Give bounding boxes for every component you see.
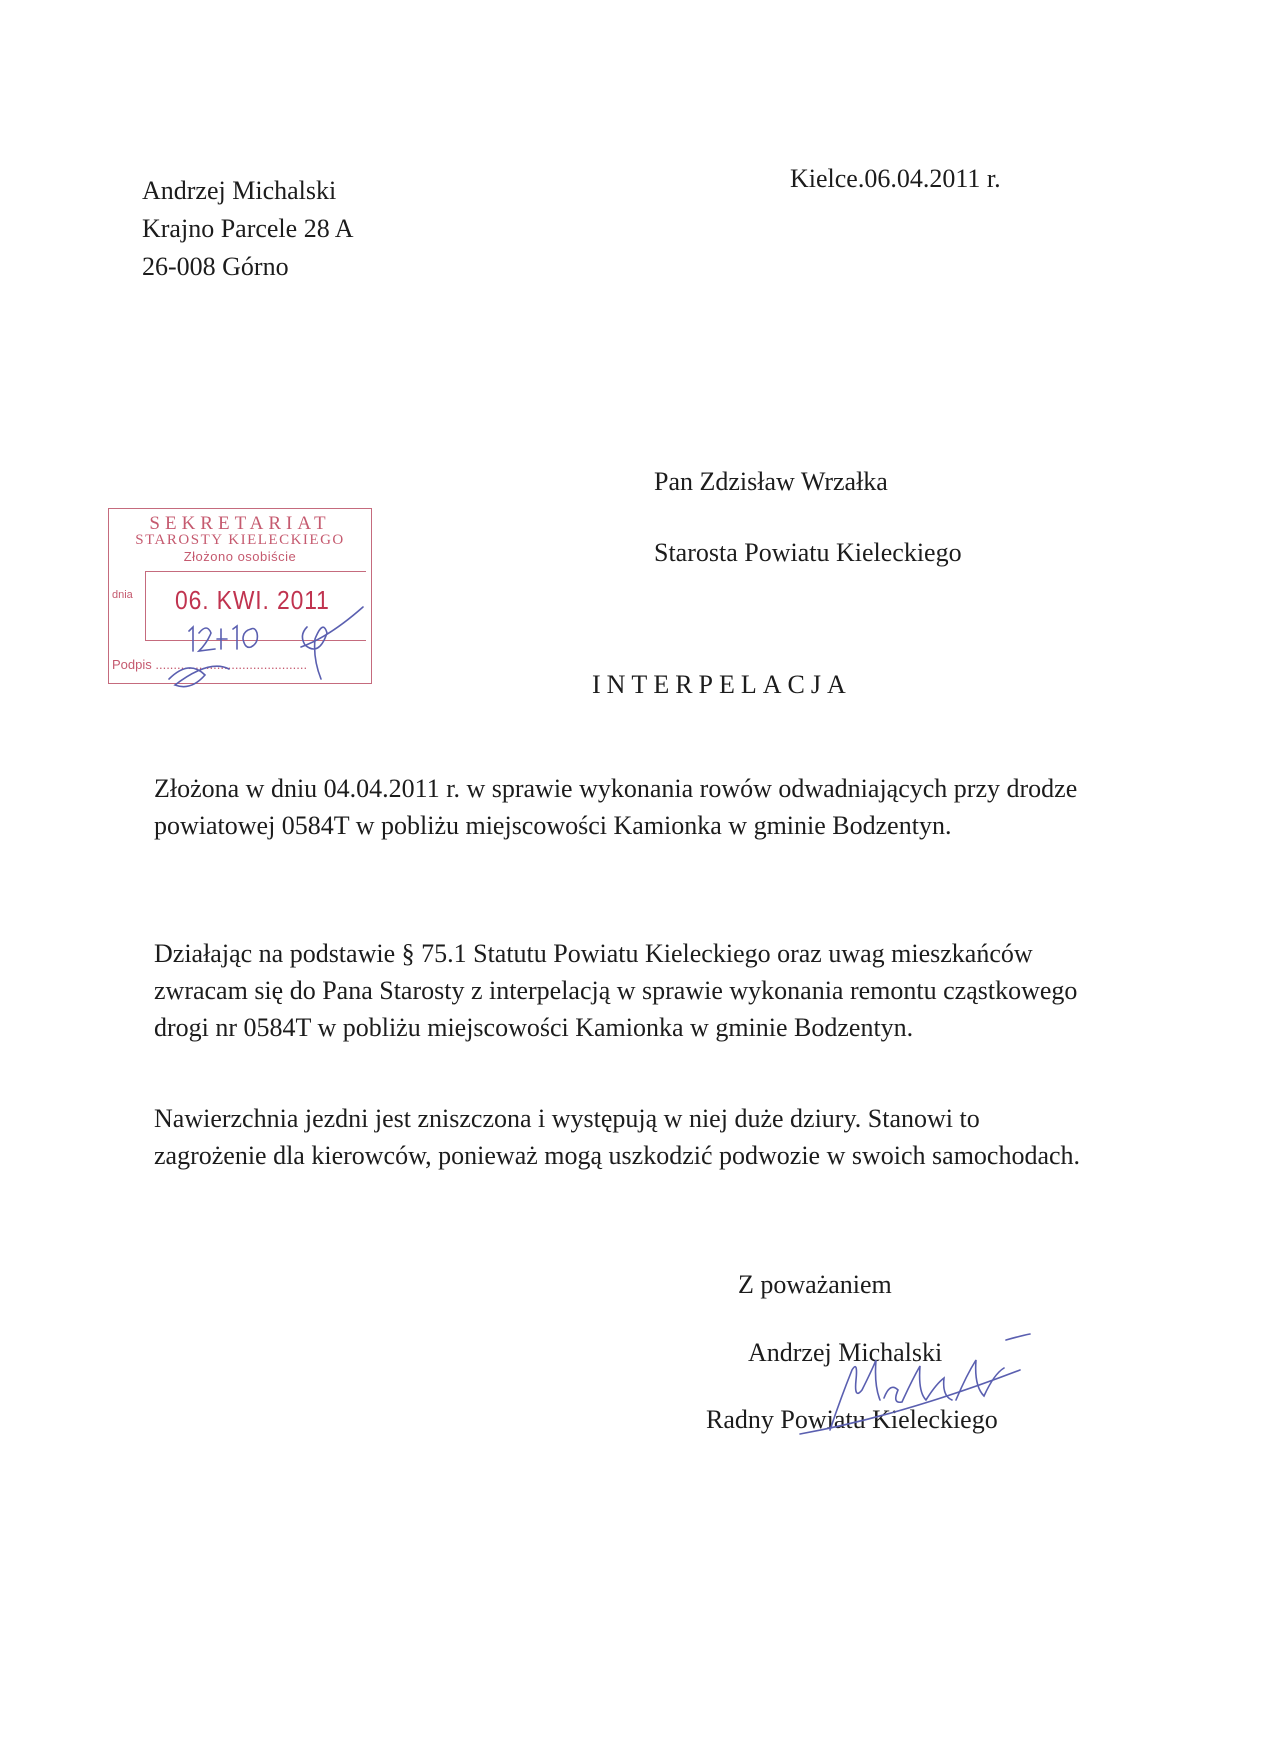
stamp-date: 06. KWI. 2011 — [175, 585, 330, 615]
letter-date: Kielce.06.04.2011 r. — [790, 164, 1001, 193]
recipient-title: Starosta Powiatu Kieleckiego — [654, 538, 962, 567]
stamp-podpis-label: Podpis .......................................... — [112, 657, 308, 672]
paragraph-3: Nawierzchnia jezdni jest zniszczona i występują w niej duże dziury. Stanowi to zagrożenie dla kierowców, ponieważ mogą uszkodzić podwozie w swoich samochodach. — [154, 1104, 1081, 1170]
stamp-line-2: STAROSTY KIELECKIEGO — [135, 532, 345, 548]
stamp-handwriting-icon — [109, 509, 409, 709]
recipient-name: Pan Zdzisław Wrzałka — [654, 467, 888, 496]
paragraph-1: Złożona w dniu 04.04.2011 r. w sprawie wykonania rowów odwadniających przy drodze powiatowej 0584T w pobliżu miejscowości Kamionka w gminie Bodzentyn. — [154, 774, 1078, 840]
receipt-stamp — [108, 508, 372, 684]
signer-role: Radny Powiatu Kieleckiego — [706, 1405, 998, 1434]
sender-address — [142, 172, 354, 286]
signer-name: Andrzej Michalski — [748, 1338, 943, 1367]
stamp-line-1: SEKRETARIAT — [149, 513, 331, 534]
paragraph-2: Działając na podstawie § 75.1 Statutu Powiatu Kieleckiego oraz uwag mieszkańców zwracam się do Pana Starosty z interpelacją w sprawie wykonania remontu cząstkowego drogi nr 0584T w pobliżu miejscowości Kamionka w gminie Bodzentyn. — [154, 939, 1078, 1042]
document-title: INTERPELACJA — [592, 670, 852, 699]
sender-street: Krajno Parcele 28 A — [142, 214, 354, 243]
stamp-dnia-label: dnia — [112, 589, 133, 601]
closing-phrase: Z poważaniem — [738, 1270, 892, 1299]
stamp-line-3: Złożono osobiście — [183, 549, 297, 564]
handwritten-signature-icon — [780, 1330, 1040, 1440]
sender-name: Andrzej Michalski — [142, 176, 337, 205]
sender-city: 26-008 Górno — [142, 252, 289, 281]
